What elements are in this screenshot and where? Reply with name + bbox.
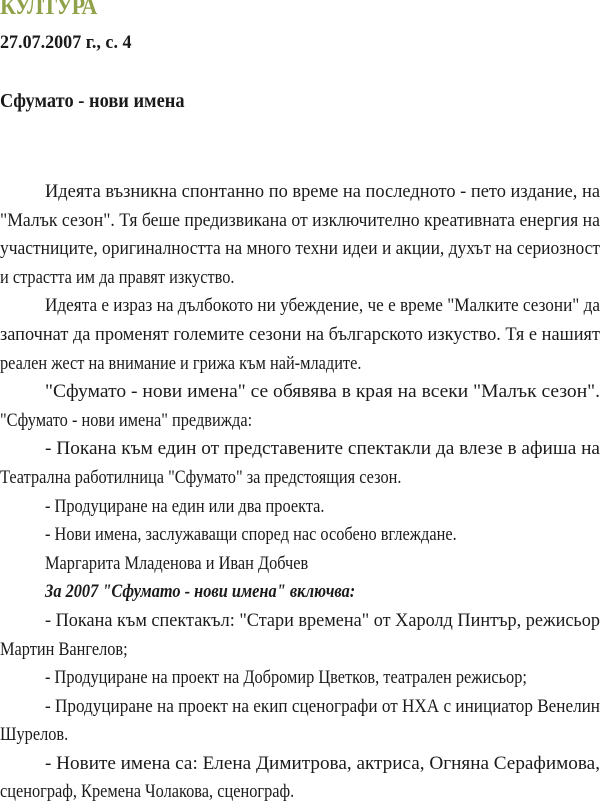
dateline: 27.07.2007 г., с. 4 [0,32,132,53]
body-line: Шурелов. [0,724,69,746]
body-line: Мартин Вангелов; [0,638,128,660]
body-line: Идеята възникна спонтанно по време на последното - пето издание, на [45,181,600,202]
body-line: - Продуциране на проект на екип сценографи от НХА с инициатор Венелин [45,695,600,717]
body-line: реален жест на внимание и грижа към най-младите. [0,352,362,374]
body-line: "Сфумато - нови имена" се обявява в края на всеки "Малък сезон". [45,381,600,403]
body-line: - Продуциране на проект на Добромир Цветков, театрален режисьор; [45,667,527,689]
body-line: Театрална работилница "Сфумато" за предстоящия сезон. [0,466,402,488]
body-line: участниците, оригиналността на много техни идеи и акции, духът на сериозност [0,238,600,260]
body-line: - Покана към един от представените спектакли да влезе в афиша на [45,438,600,460]
body-line: започнат да променят големите сезони на българското изкуство. Тя е нашият [0,323,600,345]
body-line: "Сфумато - нови имена" предвижда: [0,409,253,431]
section-label: КУЛТУРА [0,0,97,20]
body-line: - Покана към спектакъл: "Стари времена" от Харолд Пинтър, режисьор [45,609,600,631]
subheading-line: За 2007 "Сфумато - нови имена" включва: [45,581,356,603]
article-body [0,178,600,807]
body-line: - Новите имена са: Елена Димитрова, актриса, Огняна Серафимова, [45,752,600,774]
signature-line: Маргарита Младенова и Иван Добчев [45,552,309,574]
body-line: - Продуциране на един или два проекта. [45,495,325,517]
body-line: "Малък сезон". Тя беше предизвикана от изключително креативната енергия на [0,209,600,231]
body-line: - Нови имена, заслужаващи според нас особено вглеждане. [45,524,457,546]
body-line: сценограф, Кремена Чолакова, сценограф. [0,781,295,803]
article-title: Сфумато - нови имена [0,90,185,112]
body-line: и страстта им да правят изкуство. [0,266,235,288]
body-line: Идеята е израз на дълбокото ни убеждение, че е време "Малките сезони" да [45,295,600,317]
